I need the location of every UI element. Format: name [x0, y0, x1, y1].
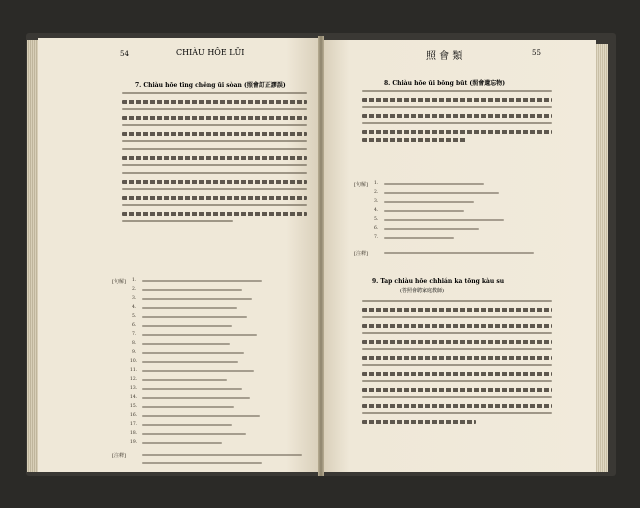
left-annotation-tag: [句解]	[112, 279, 126, 285]
left-note-number: 8.	[132, 341, 137, 346]
right-body-text-1	[362, 90, 552, 146]
left-note-number: 18.	[130, 431, 138, 436]
right-section-subtitle-2: (答照會聘家庭教師)	[400, 288, 444, 294]
left-note-number: 12.	[130, 377, 138, 382]
left-note-number: 7.	[132, 332, 137, 337]
page-edges-right	[596, 44, 608, 472]
left-note-number: 10.	[130, 359, 138, 364]
left-body-text	[122, 92, 307, 228]
right-note-number: 2.	[374, 190, 379, 195]
right-running-head: 照 會 類	[426, 51, 463, 62]
left-note-number: 4.	[132, 305, 137, 310]
right-note-number: 7.	[374, 235, 379, 240]
left-glossary-tag: [注釋]	[112, 453, 126, 459]
right-note-number: 1.	[374, 181, 379, 186]
right-section-title-2: 9. Tap chiàu hōe chhián ka tōng kàu su	[372, 278, 505, 285]
left-note-number: 19.	[130, 440, 138, 445]
right-section-title: 8. Chiàu hōe ūi bōng būt (照會遺忘物)	[384, 80, 506, 87]
left-note-number: 15.	[130, 404, 138, 409]
right-page-number: 55	[532, 49, 541, 57]
left-note-number: 13.	[130, 386, 138, 391]
left-note-number: 11.	[130, 368, 138, 373]
right-glossary-tag: [注釋]	[354, 251, 368, 257]
book-gutter	[318, 36, 324, 476]
left-note-number: 1.	[132, 278, 137, 283]
right-note-number: 3.	[374, 199, 379, 204]
left-section-title: 7. Chiàu hōe tīng chêng ūi sòan (照會訂正謬誤)	[135, 82, 286, 89]
right-annotation-tag: [句解]	[354, 182, 368, 188]
left-note-number: 6.	[132, 323, 137, 328]
left-note-number: 9.	[132, 350, 137, 355]
left-page-number: 54	[120, 50, 129, 58]
left-note-number: 17.	[130, 422, 138, 427]
right-note-number: 5.	[374, 217, 379, 222]
right-note-number: 6.	[374, 226, 379, 231]
left-running-head: CHIÀU HÔE LŪI	[176, 48, 245, 57]
left-note-number: 2.	[132, 287, 137, 292]
left-note-number: 3.	[132, 296, 137, 301]
left-note-number: 5.	[132, 314, 137, 319]
right-body-text-2	[362, 300, 552, 428]
left-note-number: 16.	[130, 413, 138, 418]
right-note-number: 4.	[374, 208, 379, 213]
left-note-number: 14.	[130, 395, 138, 400]
